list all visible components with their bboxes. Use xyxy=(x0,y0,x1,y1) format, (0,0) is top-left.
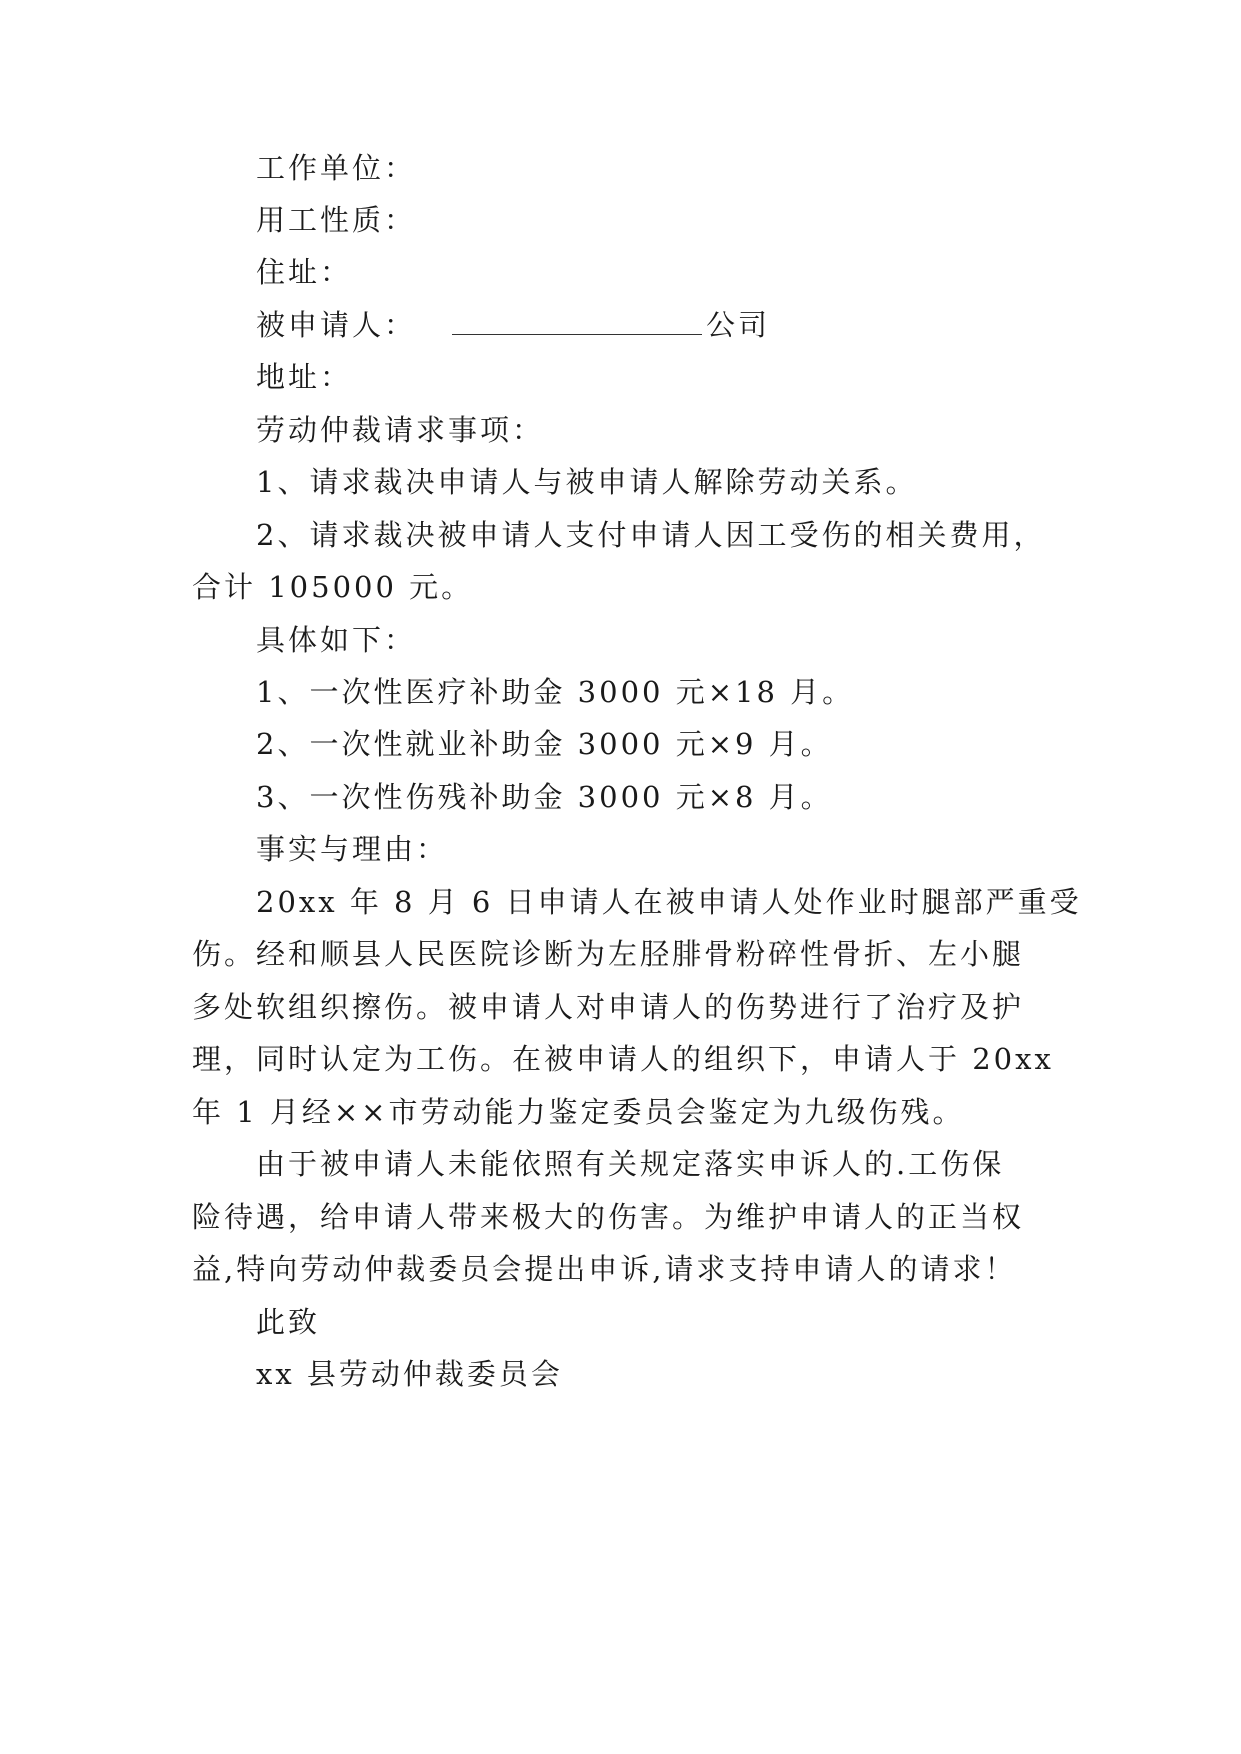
work-unit-field: 工作单位： xyxy=(256,151,417,185)
facts-heading: 事实与理由： xyxy=(256,832,449,866)
claim-item-2-line-1: 2、请求裁决被申请人支付申请人因工受伤的相关费用， xyxy=(256,518,1046,552)
claim-item-1: 1、请求裁决申请人与被申请人解除劳动关系。 xyxy=(256,465,918,499)
claim-item-2-line-2: 合计 105000 元。 xyxy=(192,570,474,604)
detail-item-2: 2、一次性就业补助金 3000 元×9 月。 xyxy=(256,727,833,761)
recipient: xx 县劳动仲裁委员会 xyxy=(256,1357,563,1391)
salutation: 此致 xyxy=(256,1305,321,1339)
facts-para1-line-3: 多处软组织擦伤。被申请人对申请人的伤势进行了治疗及护 xyxy=(192,990,1025,1024)
employment-nature-field: 用工性质： xyxy=(256,203,417,237)
detail-item-1: 1、一次性医疗补助金 3000 元×18 月。 xyxy=(256,675,855,709)
facts-para2-line-2: 险待遇，给申请人带来极大的伤害。为维护申请人的正当权 xyxy=(192,1200,1025,1234)
detail-item-3: 3、一次性伤残补助金 3000 元×8 月。 xyxy=(256,780,833,814)
facts-para2-line-1: 由于被申请人未能依照有关规定落实申诉人的.工伤保 xyxy=(256,1147,1005,1181)
claims-heading: 劳动仲裁请求事项： xyxy=(256,413,545,447)
respondent-suffix: 公司 xyxy=(706,308,771,342)
address-field: 住址： xyxy=(256,255,353,289)
details-heading: 具体如下： xyxy=(256,623,417,657)
facts-para1-line-1: 20xx 年 8 月 6 日申请人在被申请人处作业时腿部严重受 xyxy=(256,885,1082,919)
facts-para1-line-5: 年 1 月经××市劳动能力鉴定委员会鉴定为九级伤残。 xyxy=(192,1095,965,1129)
respondent-field xyxy=(0,305,1241,345)
respondent-label: 被申请人： xyxy=(256,308,417,342)
facts-para1-line-4: 理，同时认定为工伤。在被申请人的组织下，申请人于 20xx xyxy=(192,1042,1054,1076)
respondent-blank xyxy=(452,308,702,335)
respondent-address-field: 地址： xyxy=(256,360,353,394)
facts-para2-line-3: 益,特向劳动仲裁委员会提出申诉,请求支持申请人的请求！ xyxy=(192,1252,1017,1286)
facts-para1-line-2: 伤。经和顺县人民医院诊断为左胫腓骨粉碎性骨折、左小腿 xyxy=(192,937,1025,971)
